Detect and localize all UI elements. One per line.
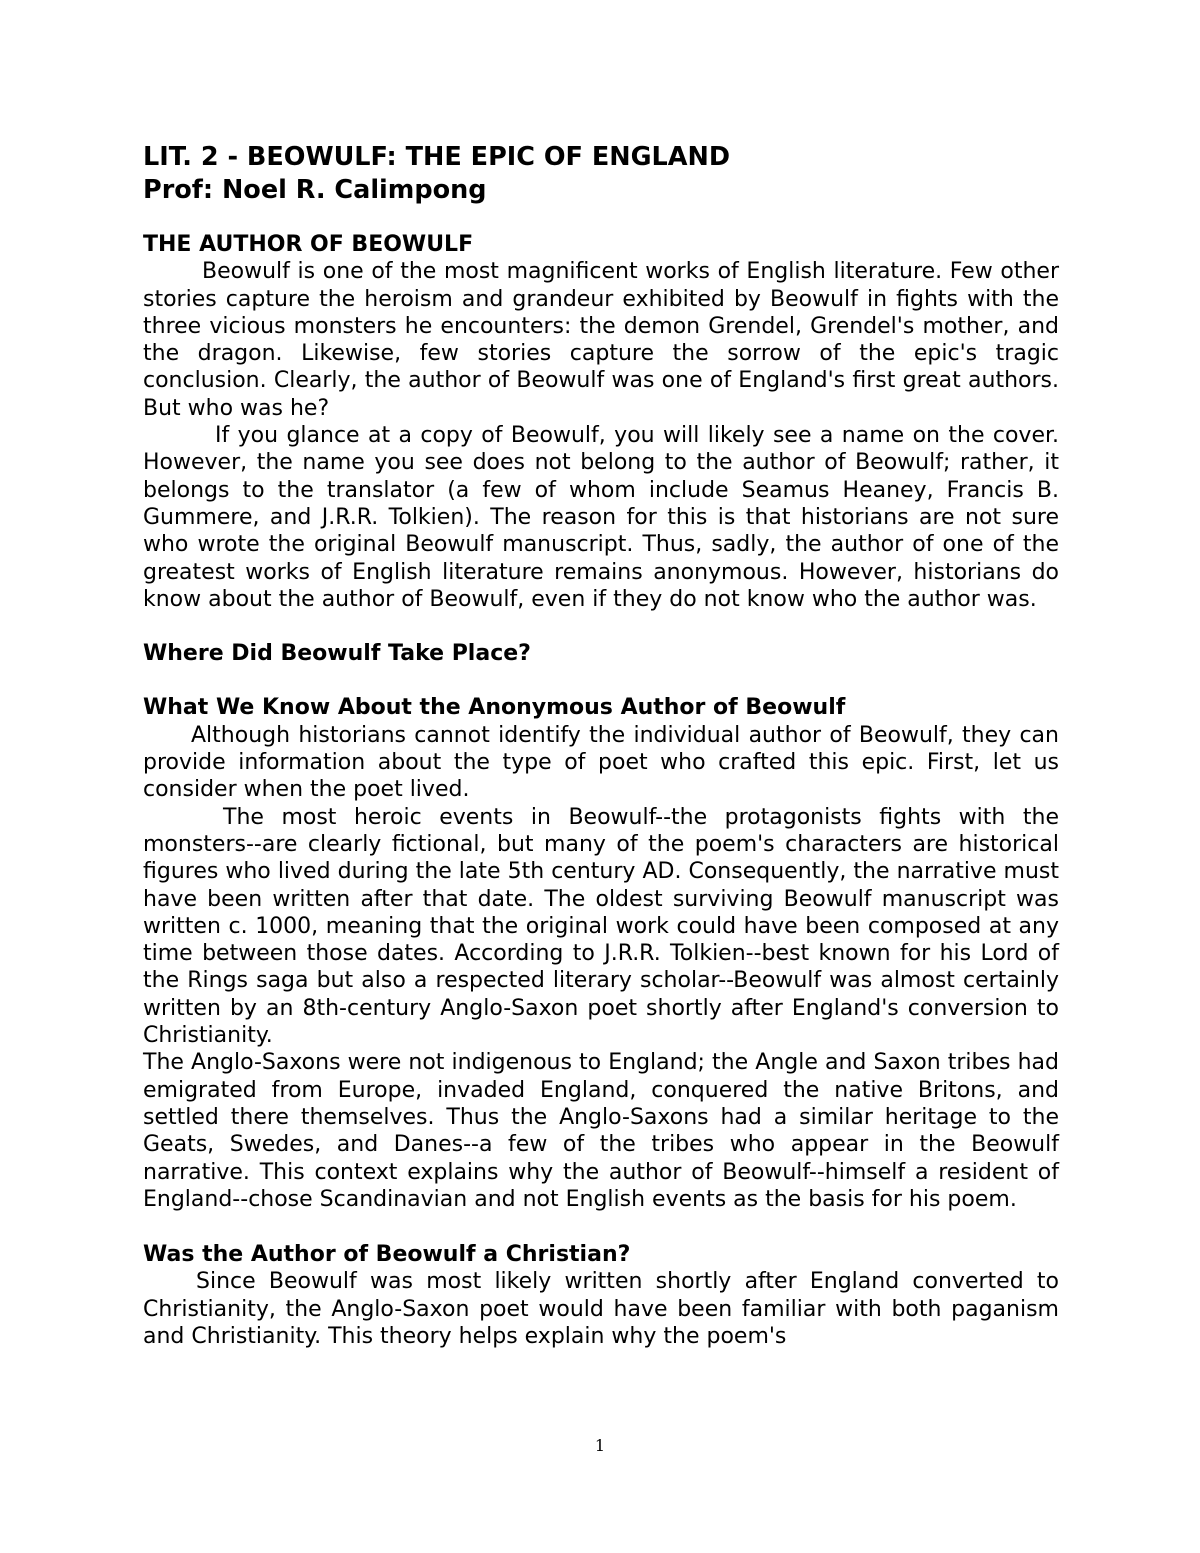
page-number: 1 (594, 1436, 606, 1455)
document-title: LIT. 2 - BEOWULF: THE EPIC OF ENGLAND (143, 142, 730, 172)
spacer (143, 667, 1059, 694)
document-body (143, 141, 1059, 1350)
paragraph: Although historians cannot identify the individual author of Beowulf, they can provide information about the type of poet who crafted this epic. First, let us consider when the poet lived. (143, 722, 1059, 803)
section-heading-christian: Was the Author of Beowulf a Christian? (143, 1242, 631, 1268)
spacer (143, 1213, 1059, 1241)
professor-line: Prof: Noel R. Calimpong (143, 175, 487, 205)
spacer (143, 613, 1059, 640)
section-heading-anonymous-author: What We Know About the Anonymous Author of Beowulf (143, 695, 846, 721)
paragraph: Since Beowulf was most likely written shortly after England converted to Christianity, the Anglo-Saxon poet would have been familiar with both paganism and Christianity. This theory helps explain why the poem's (143, 1269, 1059, 1349)
paragraph: The most heroic events in Beowulf--the protagonists fights with the monsters--are clearly fictional, but many of the poem's characters are historical figures who lived during the late 5th century AD. Consequently, the narrative must have been written after that date. The oldest surviving Beowulf manuscript was written c. 1000, meaning that the original work could have been composed at any time between those dates. According to J.R.R. Tolkien--best known for his Lord of the Rings saga but also a respected literary scholar--Beowulf was almost certainly written by an 8th-century Anglo-Saxon poet shortly after England's conversion to Christianity. (143, 804, 1059, 1049)
paragraph: The Anglo-Saxons were not indigenous to England; the Angle and Saxon tribes had emigrated from Europe, invaded England, conquered the native Britons, and settled there themselves. Thus the Anglo-Saxons had a similar heritage to the Geats, Swedes, and Danes--a few of the tribes who appear in the Beowulf narrative. This context explains why the author of Beowulf--himself a resident of England--chose Scandinavian and not English events as the basis for his poem. (143, 1050, 1059, 1212)
paragraph: Beowulf is one of the most magnificent works of English literature. Few other stories capture the heroism and grandeur exhibited by Beowulf in fights with the three vicious monsters he encounters: the demon Grendel, Grendel's mother, and the dragon. Likewise, few stories capture the sorrow of the epic's tragic conclusion. Clearly, the author of Beowulf was one of England's first great authors. But who was he? (143, 259, 1059, 421)
paragraph: If you glance at a copy of Beowulf, you will likely see a name on the cover. However, the name you see does not belong to the author of Beowulf; rather, it belongs to the translator (a few of whom include Seamus Heaney, Francis B. Gummere, and J.R.R. Tolkien). The reason for this is that historians are not sure who wrote the original Beowulf manuscript. Thus, sadly, the author of one of the greatest works of English literature remains anonymous. However, historians do know about the author of Beowulf, even if they do not know who the author was. (143, 423, 1059, 612)
section-heading-author: THE AUTHOR OF BEOWULF (143, 232, 474, 257)
section-heading-where: Where Did Beowulf Take Place? (143, 641, 531, 667)
